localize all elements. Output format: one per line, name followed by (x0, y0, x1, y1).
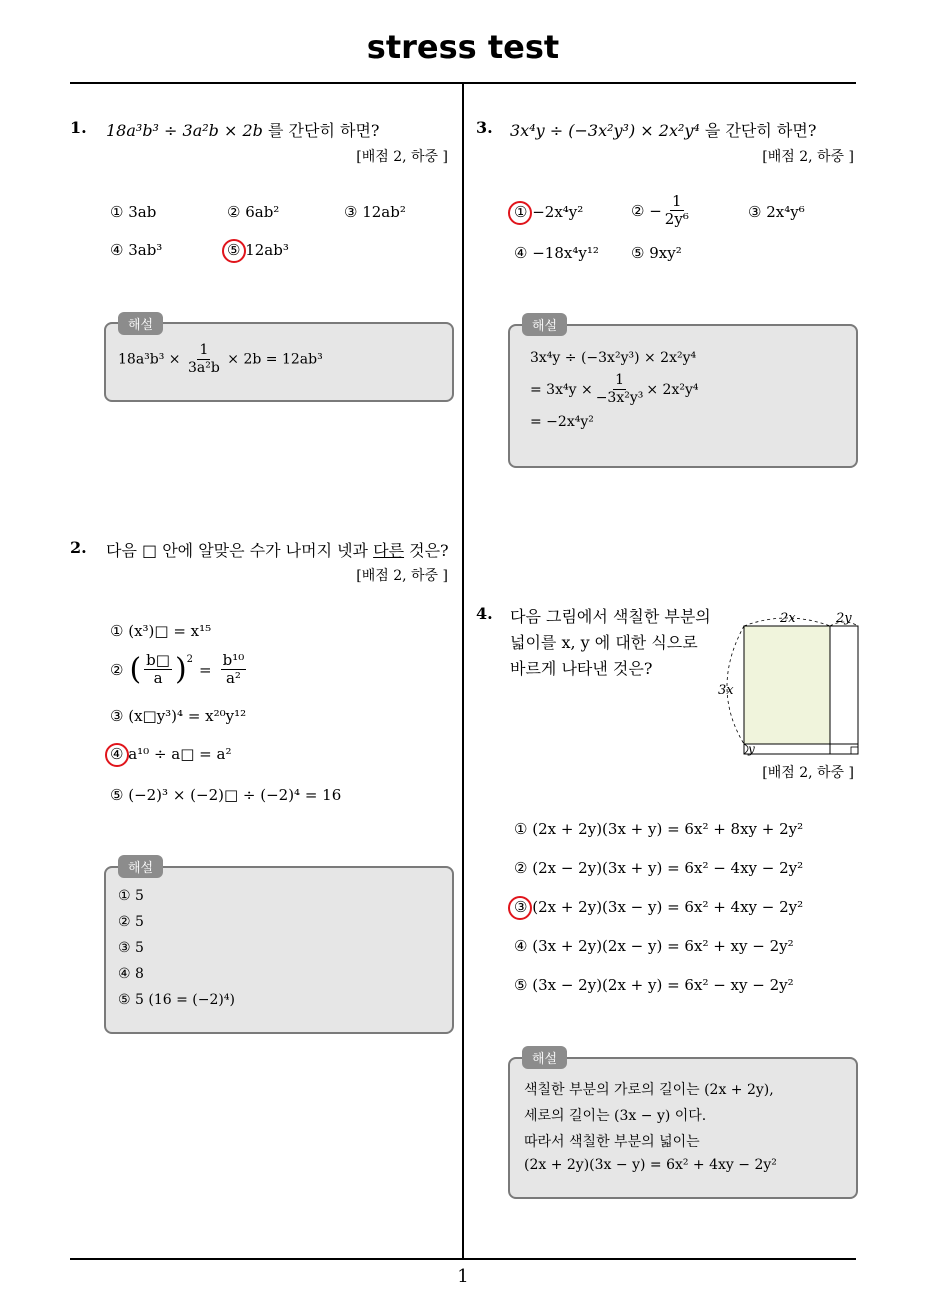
solution-lhs: = 3x⁴y × (530, 381, 593, 398)
option-3[interactable]: ③ (2x + 2y)(3x − y) = 6x² + 4xy − 2y² (514, 898, 804, 916)
option-3[interactable]: ③ 12ab² (344, 203, 406, 221)
solution-lhs: 18a³b³ × (118, 351, 181, 368)
solution-rhs: × 2b = 12ab³ (227, 351, 323, 368)
solution-line-1: 3x⁴y ÷ (−3x²y³) × 2x²y⁴ (530, 350, 697, 366)
prompt-underlined: 다른 (373, 541, 405, 560)
label-top-right: 2y (836, 611, 852, 626)
label-top-left: 2x (780, 611, 796, 626)
solution-line-3: ③ 5 (118, 940, 144, 956)
solution-tag: 해설 (118, 855, 163, 878)
answer-mark-circle (508, 896, 532, 920)
option-5[interactable]: ⑤ (−2)³ × (−2)□ ÷ (−2)⁴ = 16 (110, 786, 342, 804)
solution-line-1: 색칠한 부분의 가로의 길이는 (2x + 2y), (524, 1082, 774, 1098)
solution-tag: 해설 (522, 1046, 567, 1069)
fraction-denominator: a² (225, 669, 241, 687)
option-1[interactable]: ① (2x + 2y)(3x + y) = 6x² + 8xy + 2y² (514, 820, 804, 838)
prompt-text-end: 것은? (404, 541, 449, 560)
column-divider (462, 84, 464, 1260)
rectangle-figure (712, 608, 862, 758)
fraction-numerator: b¹⁰ (222, 651, 245, 669)
option-5[interactable]: ⑤ 12ab³ (227, 241, 289, 259)
option-equals: = (199, 660, 212, 679)
question-meta: [배점 2, 하중 ] (762, 149, 854, 165)
solution-equation (118, 342, 323, 377)
prompt-math: 3x⁴y ÷ (−3x²y³) × 2x²y⁴ (510, 121, 700, 140)
question-prompt-line-1: 다음 그림에서 색칠한 부분의 (510, 607, 711, 626)
prompt-text: 다음 □ 안에 알맞은 수가 나머지 넷과 (106, 541, 374, 560)
solution-line-4: ④ 8 (118, 966, 144, 982)
fraction-numerator: b□ (146, 651, 170, 669)
shaded-region (744, 626, 830, 744)
solution-line-2: ② 5 (118, 914, 144, 930)
solution-line-3: = −2x⁴y² (530, 414, 594, 430)
option-4[interactable]: ④ a¹⁰ ÷ a□ = a² (110, 745, 232, 763)
option-4[interactable]: ④ 3ab³ (110, 241, 163, 259)
option-2[interactable]: ② ( $\frac{b□}{a}$ ) 2 = $\frac{\text{b¹⁰}}{\text{a²}}$ (110, 651, 245, 687)
fraction-denominator: 2y⁶ (664, 210, 689, 228)
option-1[interactable]: ① (x³)□ = x¹⁵ (110, 622, 212, 640)
fraction-denominator: 3a²b (187, 360, 220, 376)
fraction-numerator: 1 (615, 372, 624, 388)
question-number: 1. (70, 118, 87, 137)
option-exponent: 2 (186, 654, 194, 665)
prompt-text: 을 간단히 하면? (699, 121, 817, 140)
page-title: stress test (366, 28, 560, 66)
question-prompt-line-3: 바르게 나타낸 것은? (510, 659, 653, 678)
page-number: 1 (457, 1266, 469, 1287)
question-number: 4. (476, 604, 493, 623)
solution-line-2: 세로의 길이는 (3x − y) 이다. (524, 1108, 707, 1124)
solution-box (104, 866, 454, 1034)
option-5[interactable]: ⑤ (3x − 2y)(2x + y) = 6x² − xy − 2y² (514, 976, 794, 994)
label-bottom: y (748, 742, 755, 756)
question-number: 3. (476, 118, 493, 137)
prompt-math: 18a³b³ ÷ 3a²b × 2b (106, 121, 263, 140)
option-1[interactable]: ① −2x⁴y² (514, 203, 584, 221)
solution-line-3: 따라서 색칠한 부분의 넓이는 (524, 1134, 700, 1150)
option-2[interactable] (631, 193, 692, 228)
solution-line-4: (2x + 2y)(3x − y) = 6x² + 4xy − 2y² (524, 1157, 777, 1173)
solution-box (508, 324, 858, 468)
option-4[interactable]: ④ (3x + 2y)(2x − y) = 6x² + xy − 2y² (514, 937, 794, 955)
answer-mark-circle (222, 239, 246, 263)
option-2[interactable]: ② (2x − 2y)(3x + y) = 6x² − 4xy − 2y² (514, 859, 804, 877)
option-fraction (665, 193, 689, 228)
solution-line-2 (530, 372, 698, 407)
fraction-denominator: a (153, 669, 163, 687)
option-fraction (221, 652, 247, 687)
solution-tag: 해설 (118, 312, 163, 335)
option-marker: ② (110, 660, 124, 679)
fraction-denominator: −3x²y³ (595, 390, 644, 406)
question-prompt (106, 538, 449, 561)
question-meta: [배점 2, 하중 ] (356, 149, 448, 165)
solution-rhs: × 2x²y⁴ (646, 381, 699, 398)
option-1[interactable]: ① 3ab (110, 203, 157, 221)
option-5[interactable]: ⑤ 9xy² (631, 244, 682, 262)
option-marker: ② − (631, 201, 662, 220)
question-prompt (106, 118, 380, 141)
question-prompt-line-2: 넓이를 x, y 에 대한 식으로 (510, 633, 698, 652)
answer-mark-circle (105, 743, 129, 767)
question-number: 2. (70, 538, 87, 557)
solution-box (508, 1057, 858, 1199)
fraction-numerator: 1 (199, 342, 209, 358)
question-meta: [배점 2, 하중 ] (762, 765, 854, 781)
solution-tag: 해설 (522, 313, 567, 336)
option-2[interactable]: ② 6ab² (227, 203, 280, 221)
prompt-text: 를 간단히 하면? (262, 121, 380, 140)
solution-fraction (596, 372, 644, 407)
question-prompt (510, 118, 816, 141)
question-meta: [배점 2, 하중 ] (356, 568, 448, 584)
option-3[interactable]: ③ 2x⁴y⁶ (748, 203, 805, 221)
option-4[interactable]: ④ −18x⁴y¹² (514, 244, 599, 262)
solution-line-1: ① 5 (118, 888, 144, 904)
solution-fraction (188, 342, 220, 377)
answer-mark-circle (508, 201, 532, 225)
right-angle-mark (851, 747, 858, 754)
bottom-rule (70, 1258, 856, 1260)
option-paren-fraction (144, 652, 172, 687)
fraction-numerator: 1 (672, 192, 682, 210)
solution-line-5: ⑤ 5 (16 = (−2)⁴) (118, 992, 235, 1008)
option-3[interactable]: ③ (x□y³)⁴ = x²⁰y¹² (110, 707, 247, 725)
label-left: 3x (718, 683, 734, 698)
